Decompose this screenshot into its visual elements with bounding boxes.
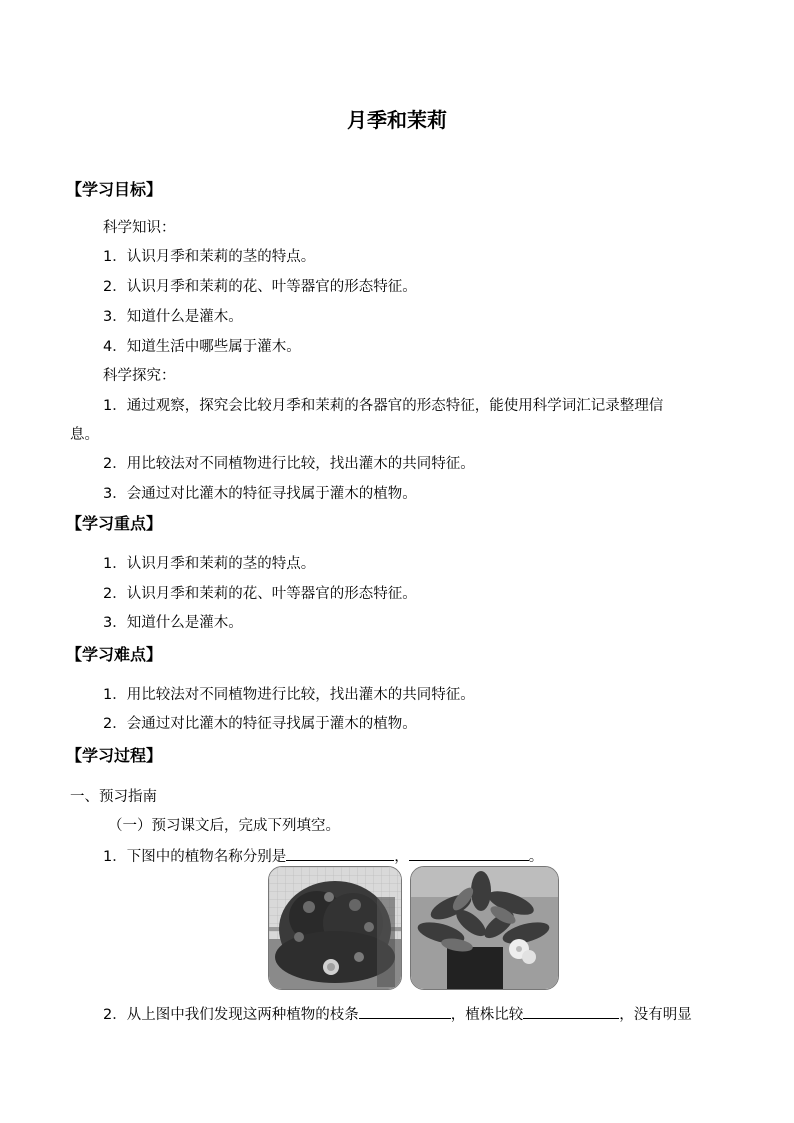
subsection-fill-blanks: （一）预习课文后，完成下列填空。	[108, 818, 340, 834]
question-1-end: 。	[528, 849, 544, 865]
key-point-item: 3．知道什么是灌木。	[103, 615, 243, 631]
key-points-heading: 【学习重点】	[66, 514, 163, 533]
inquiry-item-continued: 息。	[70, 427, 99, 443]
inquiry-item: 2．用比较法对不同植物进行比较，找出灌木的共同特征。	[103, 456, 475, 472]
process-heading: 【学习过程】	[66, 746, 163, 765]
answer-blank[interactable]	[523, 1004, 619, 1019]
question-1-prefix: 1．下图中的植物名称分别是	[103, 849, 287, 865]
inquiry-item: 1．通过观察，探究会比较月季和茉莉的各器官的形态特征，能使用科学词汇记录整理信	[103, 398, 664, 414]
knowledge-item: 1．认识月季和茉莉的茎的特点。	[103, 249, 316, 265]
difficulty-item: 1．用比较法对不同植物进行比较，找出灌木的共同特征。	[103, 687, 475, 703]
page-title: 月季和茉莉	[347, 108, 447, 132]
inquiry-label: 科学探究：	[103, 368, 176, 384]
key-point-item: 1．认识月季和茉莉的茎的特点。	[103, 556, 316, 572]
knowledge-label: 科学知识：	[103, 220, 176, 236]
objectives-heading: 【学习目标】	[66, 180, 163, 199]
difficulties-heading: 【学习难点】	[66, 645, 163, 664]
answer-blank[interactable]	[359, 1004, 451, 1019]
difficulty-item: 2．会通过对比灌木的特征寻找属于灌木的植物。	[103, 716, 417, 732]
rose-plant-photo	[268, 866, 402, 990]
question-1-separator: ，	[394, 849, 409, 865]
question-1	[103, 846, 543, 866]
key-point-item: 2．认识月季和茉莉的花、叶等器官的形态特征。	[103, 586, 417, 602]
question-2	[103, 1004, 692, 1024]
knowledge-item: 2．认识月季和茉莉的花、叶等器官的形态特征。	[103, 279, 417, 295]
jasmine-plant-photo	[410, 866, 559, 990]
knowledge-item: 3．知道什么是灌木。	[103, 309, 243, 325]
inquiry-item: 3．会通过对比灌木的特征寻找属于灌木的植物。	[103, 486, 417, 502]
question-2-part-c: ，没有明显	[619, 1007, 692, 1023]
answer-blank[interactable]	[286, 846, 394, 861]
question-2-part-a: 2．从上图中我们发现这两种植物的枝条	[103, 1007, 359, 1023]
question-2-part-b: ，植株比较	[450, 1007, 524, 1023]
knowledge-item: 4．知道生活中哪些属于灌木。	[103, 339, 301, 355]
section-preview-guide: 一、预习指南	[70, 789, 157, 805]
answer-blank[interactable]	[409, 846, 529, 861]
